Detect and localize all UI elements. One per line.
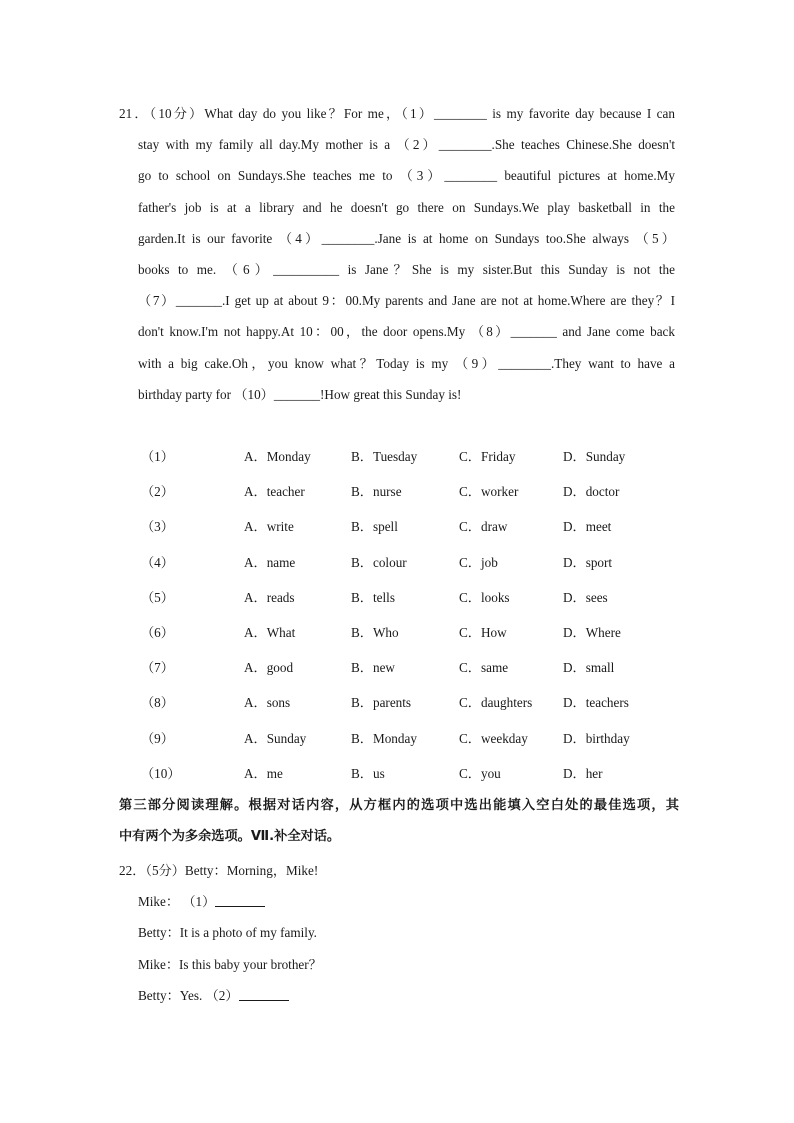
option-a[interactable]: A．What bbox=[244, 624, 296, 640]
question-21-passage bbox=[119, 98, 675, 410]
option-row bbox=[119, 512, 719, 547]
question-22-dialogue bbox=[119, 855, 679, 1011]
option-d[interactable]: D．meet bbox=[563, 519, 612, 535]
dialogue-head: 22．（5分）Betty：Morning，Mike! bbox=[119, 863, 319, 878]
answer-blank[interactable] bbox=[215, 894, 265, 907]
passage-line: books to me. （6）__________ is Jane？She is my sister.But this Sunday is not the bbox=[138, 261, 675, 277]
option-c[interactable]: C．job bbox=[459, 554, 498, 570]
dialogue-line: Betty：It is a photo of my family. bbox=[138, 925, 317, 941]
answer-options-table bbox=[119, 442, 719, 794]
option-b[interactable]: B．spell bbox=[351, 519, 398, 535]
dialogue-line bbox=[119, 886, 679, 917]
blank-number: （1） bbox=[182, 894, 216, 910]
option-row bbox=[119, 759, 719, 794]
option-row bbox=[119, 583, 719, 618]
passage-line: （7）_______.I get up at about 9：00.My parents and Jane are not at home.Where are they？I bbox=[138, 293, 675, 309]
answer-blank[interactable] bbox=[239, 988, 289, 1001]
passage-line: birthday party for （10）_______!How great this Sunday is! bbox=[138, 386, 462, 402]
option-row bbox=[119, 442, 719, 477]
option-a[interactable]: A．Monday bbox=[244, 449, 311, 464]
section-heading-line: 第三部分阅读理解。根据对话内容，从方框内的选项中选出能填入空白处的最佳选项，其 bbox=[119, 798, 679, 813]
option-c[interactable]: C．draw bbox=[459, 519, 508, 535]
dialogue-line: Mike：Is this baby your brother？ bbox=[138, 956, 322, 972]
option-row bbox=[119, 653, 719, 688]
option-d[interactable]: D．birthday bbox=[563, 730, 630, 746]
option-a[interactable]: A．reads bbox=[244, 589, 295, 605]
option-d[interactable]: D．teachers bbox=[563, 695, 629, 711]
option-d[interactable]: D．sport bbox=[563, 554, 613, 570]
option-a[interactable]: A．Sunday bbox=[244, 730, 307, 746]
passage-line: with a big cake.Oh，you know what？Today is my （9）________.They want to have a bbox=[138, 355, 675, 371]
blank-number: （5） bbox=[141, 589, 174, 605]
option-d[interactable]: D．small bbox=[563, 660, 615, 676]
blank-number: （1） bbox=[141, 449, 174, 464]
blank-number: （6） bbox=[141, 624, 174, 640]
option-b[interactable]: B．colour bbox=[351, 554, 407, 570]
option-b[interactable]: B．Tuesday bbox=[351, 449, 418, 464]
option-b[interactable]: B．parents bbox=[351, 695, 412, 711]
passage-line: father's job is at a library and he doesn't go there on Sundays.We play basketball in the bbox=[138, 199, 675, 215]
option-d[interactable]: D．Where bbox=[563, 624, 621, 640]
blank-number: （4） bbox=[141, 554, 174, 570]
option-a[interactable]: A．sons bbox=[244, 695, 291, 711]
option-c[interactable]: C．Friday bbox=[459, 449, 516, 464]
option-b[interactable]: B．tells bbox=[351, 589, 395, 605]
blank-number: （10） bbox=[141, 765, 181, 781]
dialogue-text: Betty：Yes. （2） bbox=[138, 987, 239, 1003]
speaker-label: Mike： bbox=[138, 894, 180, 910]
option-a[interactable]: A．name bbox=[244, 554, 296, 570]
passage-line: go to school on Sundays.She teaches me to （3）________ beautiful pictures at home.My bbox=[138, 168, 675, 184]
blank-number: （8） bbox=[141, 695, 174, 711]
option-a[interactable]: A．me bbox=[244, 765, 283, 781]
dialogue-line bbox=[119, 980, 679, 1011]
passage-line: don't know.I'm not happy.At 10：00，the door opens.My （8）_______ and Jane come back bbox=[138, 324, 675, 340]
blank-number: （2） bbox=[141, 484, 174, 500]
option-c[interactable]: C．worker bbox=[459, 484, 519, 500]
option-b[interactable]: B．nurse bbox=[351, 484, 402, 500]
option-d[interactable]: D．doctor bbox=[563, 484, 620, 500]
option-b[interactable]: B．us bbox=[351, 765, 385, 781]
option-b[interactable]: B．Who bbox=[351, 624, 399, 640]
option-d[interactable]: D．sees bbox=[563, 589, 608, 605]
option-d[interactable]: D．Sunday bbox=[563, 449, 626, 464]
option-a[interactable]: A．write bbox=[244, 519, 294, 535]
blank-number: （9） bbox=[141, 730, 174, 746]
passage-line: garden.It is our favorite （4）________.Jane is at home on Sundays too.She always （5） bbox=[138, 230, 675, 246]
passage-line: 21．（10分）What day do you like？For me，（1）________ is my favorite day because I can bbox=[119, 106, 675, 121]
blank-number: （7） bbox=[141, 660, 174, 676]
option-row bbox=[119, 618, 719, 653]
option-row bbox=[119, 724, 719, 759]
option-row bbox=[119, 477, 719, 512]
option-b[interactable]: B．new bbox=[351, 660, 395, 676]
passage-line: stay with my family all day.My mother is a （2）________.She teaches Chinese.She doesn't bbox=[138, 137, 675, 153]
option-row bbox=[119, 688, 719, 723]
blank-number: （3） bbox=[141, 519, 174, 535]
option-b[interactable]: B．Monday bbox=[351, 730, 417, 746]
option-c[interactable]: C．weekday bbox=[459, 730, 528, 746]
option-d[interactable]: D．her bbox=[563, 765, 603, 781]
option-c[interactable]: C．same bbox=[459, 660, 509, 676]
option-row bbox=[119, 548, 719, 583]
option-c[interactable]: C．daughters bbox=[459, 695, 533, 711]
option-c[interactable]: C．How bbox=[459, 624, 507, 640]
option-c[interactable]: C．looks bbox=[459, 589, 510, 605]
section-heading bbox=[119, 790, 679, 852]
section-heading-line: 中有两个为多余选项。Ⅶ.补全对话。 bbox=[119, 829, 341, 844]
option-a[interactable]: A．good bbox=[244, 660, 294, 676]
option-c[interactable]: C．you bbox=[459, 765, 501, 781]
option-a[interactable]: A．teacher bbox=[244, 484, 305, 500]
